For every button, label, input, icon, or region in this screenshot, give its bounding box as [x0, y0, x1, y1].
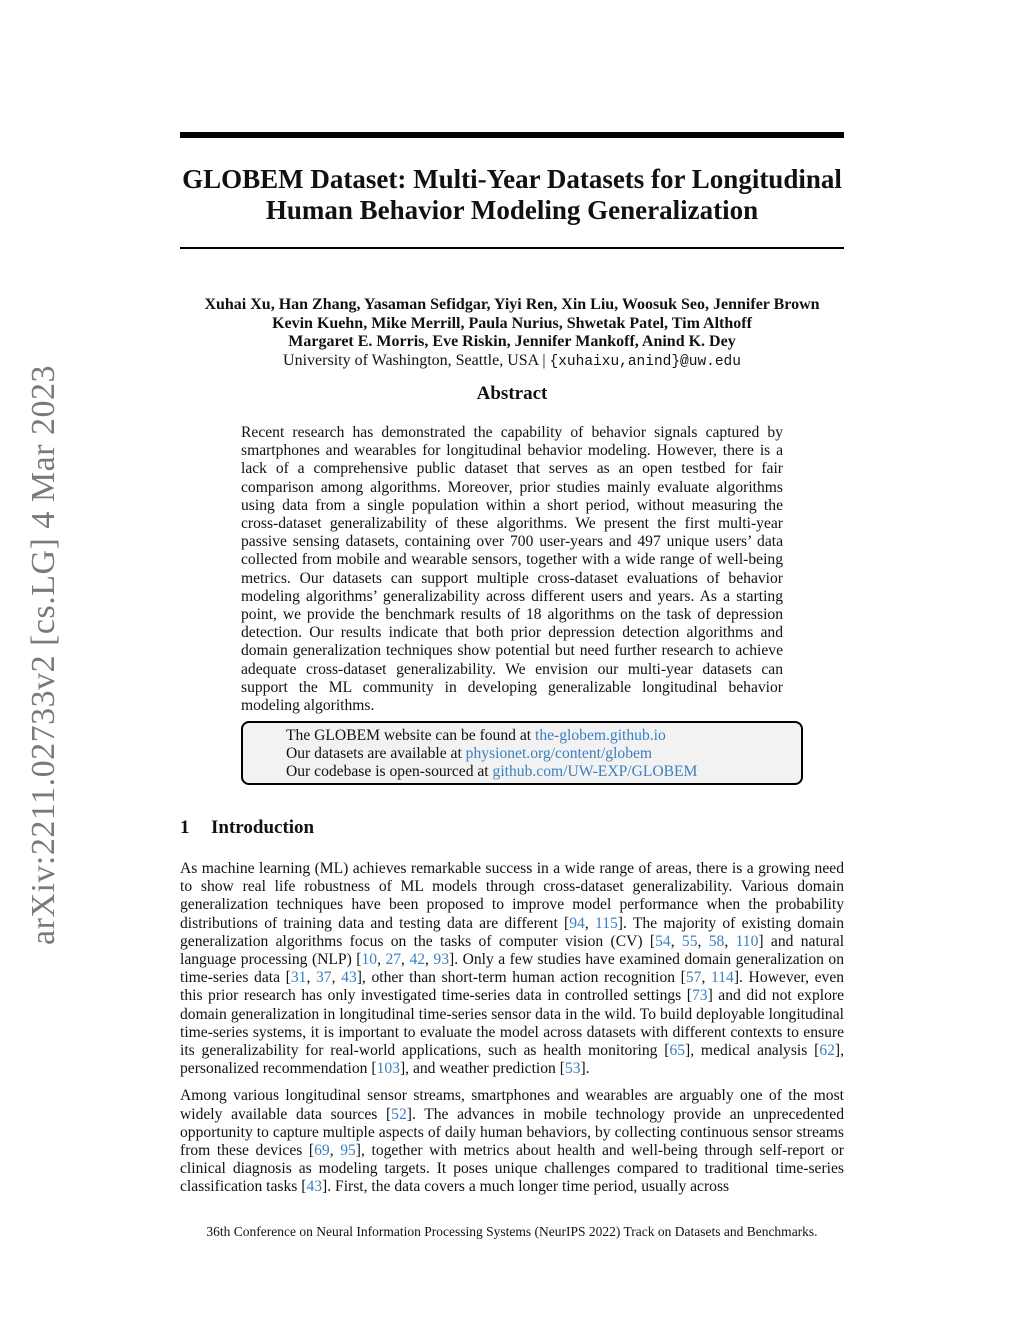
resource-links-box	[241, 721, 803, 785]
citation-link[interactable]: 42	[409, 951, 426, 969]
affiliation: University of Washington, Seattle, USA	[283, 351, 539, 369]
text-run: ,	[584, 914, 595, 932]
text-run: ]. The advances in mobile technology provide an unprecedented opportunity to capture multiple aspects of daily human behaviors, by collecting continuous sensor streams from these devices [	[180, 1105, 844, 1160]
text-run: ,	[329, 1142, 341, 1160]
text-run: ].	[580, 1060, 590, 1078]
citation-link[interactable]: 43	[341, 969, 357, 987]
affiliation-separator: |	[538, 351, 550, 369]
text-run: ,	[331, 969, 342, 987]
citation-link[interactable]: 65	[669, 1042, 686, 1060]
author-block	[180, 296, 844, 371]
citation-link[interactable]: 31	[290, 969, 307, 987]
citation-link[interactable]: 69	[314, 1142, 330, 1160]
arxiv-identifier: arXiv:2211.02733v2 [cs.LG] 4 Mar 2023	[25, 364, 62, 946]
affiliation-line	[180, 352, 844, 372]
codebase-link[interactable]: github.com/UW-EXP/GLOBEM	[492, 763, 698, 781]
text-run: Among various longitudinal sensor streams, smartphones and wearables are arguably one of the most widely available data sources [	[180, 1087, 844, 1123]
intro-paragraph-1	[180, 860, 844, 1078]
text-run: ] and did not explore domain generalization in longitudinal time-series sensor data in the wild. To build deployable longitudinal time-series systems, it is important to evaluate the model across datasets with different contexts to ensure its generalizability for real-world applications, such as health monitoring [	[180, 987, 844, 1060]
author-email: {xuhaixu,anind}@uw.edu	[549, 353, 741, 370]
text-run: ,	[377, 951, 386, 969]
text-run: ], and weather prediction [	[399, 1060, 565, 1078]
text-run: ,	[697, 932, 709, 950]
abstract-text: Recent research has demonstrated the capability of behavior signals captured by smartphones and wearables for longitudinal behavior modeling. However, there is a lack of a comprehensive public dataset that serves as an open testbed for fair comparison among algorithms. Moreover, prior studies mainly evaluate algorithms using data from a single population within a short period, without measuring the cross-dataset generalizability of these algorithms. We present the first multi-year passive sensing datasets, containing over 700 user-years and 497 unique users’ data collected from mobile and wearable sensors, together with a wide range of well-being metrics. Our datasets can support multiple cross-dataset evaluations of behavior modeling algorithms’ generalizability across different users and years. As a starting point, we provide the benchmark results of 18 algorithms on the task of depression detection. Our results indicate that both prior depression detection algorithms and domain generalization techniques show potential but need further research to achieve adequate cross-dataset generalizability. We envision our multi-year datasets can support the ML community in developing generalizable longitudinal behavior modeling algorithms.	[241, 424, 783, 715]
citation-link[interactable]: 10	[361, 951, 378, 969]
text-run: ], personalized recommendation [	[180, 1042, 845, 1078]
website-line	[286, 727, 801, 745]
text-run: As machine learning (ML) achieves remarkable success in a wide range of areas, there is a growing need to show real life robustness of ML models through cross-dataset generalizability. Various domain generalization techniques have been proposed to improve model performance when the probability distributions of training data and testing data are different [	[180, 860, 844, 932]
dataset-link[interactable]: physionet.org/content/globem	[465, 745, 653, 763]
text-run: ,	[670, 932, 682, 950]
section-heading	[180, 817, 314, 839]
citation-link[interactable]: 27	[385, 951, 402, 969]
text-run: ]. The majority of existing domain generalization algorithms focus on the tasks of computer vision (CV) [	[180, 914, 844, 950]
text-run: ]. However, even this prior research has only investigated time-series data in controlled settings [	[180, 969, 845, 1005]
text-run: ,	[701, 969, 712, 987]
intro-paragraph-2	[180, 1087, 844, 1196]
citation-link[interactable]: 57	[685, 969, 702, 987]
text-run: ,	[401, 951, 410, 969]
text-run: ] and natural language processing (NLP) [	[180, 932, 845, 969]
website-link[interactable]: the-globem.github.io	[535, 727, 666, 744]
citation-link[interactable]: 53	[564, 1060, 581, 1078]
author-line: Xuhai Xu, Han Zhang, Yasaman Sefidgar, Yiyi Ren, Xin Liu, Woosuk Seo, Jennifer Brown	[204, 296, 820, 313]
text-run: ]. First, the data covers a much longer time period, usually across	[322, 1178, 730, 1196]
section-number: 1	[180, 817, 190, 838]
conference-footer: 36th Conference on Neural Information Processing Systems (NeurIPS 2022) Track on Datasets and Benchmarks.	[206, 1224, 818, 1239]
dataset-label: Our datasets are available at	[286, 745, 466, 763]
text-run: ], other than short-term human action recognition [	[356, 969, 686, 987]
citation-link[interactable]: 103	[376, 1060, 400, 1078]
citation-link[interactable]: 54	[655, 932, 671, 950]
citation-link[interactable]: 55	[681, 932, 698, 950]
text-run: ,	[306, 969, 316, 987]
citation-link[interactable]: 110	[735, 932, 759, 950]
citation-link[interactable]: 52	[391, 1105, 407, 1123]
text-run: ]. Only a few studies have examined domain generalization on time-series data [	[180, 951, 845, 987]
citation-link[interactable]: 73	[691, 987, 708, 1005]
text-run: ,	[724, 932, 736, 950]
author-line: Margaret E. Morris, Eve Riskin, Jennifer Mankoff, Anind K. Dey	[288, 333, 736, 350]
citation-link[interactable]: 62	[819, 1042, 835, 1060]
section-title: Introduction	[211, 817, 315, 838]
title-bottom-rule	[180, 247, 844, 249]
citation-link[interactable]: 37	[316, 969, 332, 987]
codebase-label: Our codebase is open-sourced at	[286, 763, 493, 781]
author-line: Kevin Kuehn, Mike Merrill, Paula Nurius, Shwetak Patel, Tim Althoff	[272, 314, 752, 332]
citation-link[interactable]: 93	[433, 951, 450, 969]
citation-link[interactable]: 95	[340, 1142, 356, 1160]
citation-link[interactable]: 115	[594, 914, 618, 932]
codebase-line	[286, 763, 801, 781]
citation-link[interactable]: 94	[569, 914, 585, 932]
text-run: ], together with metrics about health and well-being through self-report or clinical diagnosis as modeling targets. It poses unique challenges compared to traditional time-series classification tasks [	[180, 1142, 844, 1196]
citation-link[interactable]: 114	[711, 969, 734, 987]
abstract-heading: Abstract	[476, 383, 548, 404]
website-label: The GLOBEM website can be found at	[286, 727, 535, 744]
title-top-rule	[180, 132, 844, 138]
introduction-body	[180, 860, 844, 1206]
citation-link[interactable]: 43	[306, 1178, 323, 1196]
text-run: ], medical analysis [	[685, 1042, 820, 1060]
text-run: ,	[425, 951, 434, 969]
paper-title: GLOBEM Dataset: Multi-Year Datasets for Longitudinal Human Behavior Modeling Generalization	[182, 164, 842, 225]
citation-link[interactable]: 58	[708, 932, 725, 950]
dataset-line	[286, 745, 801, 763]
